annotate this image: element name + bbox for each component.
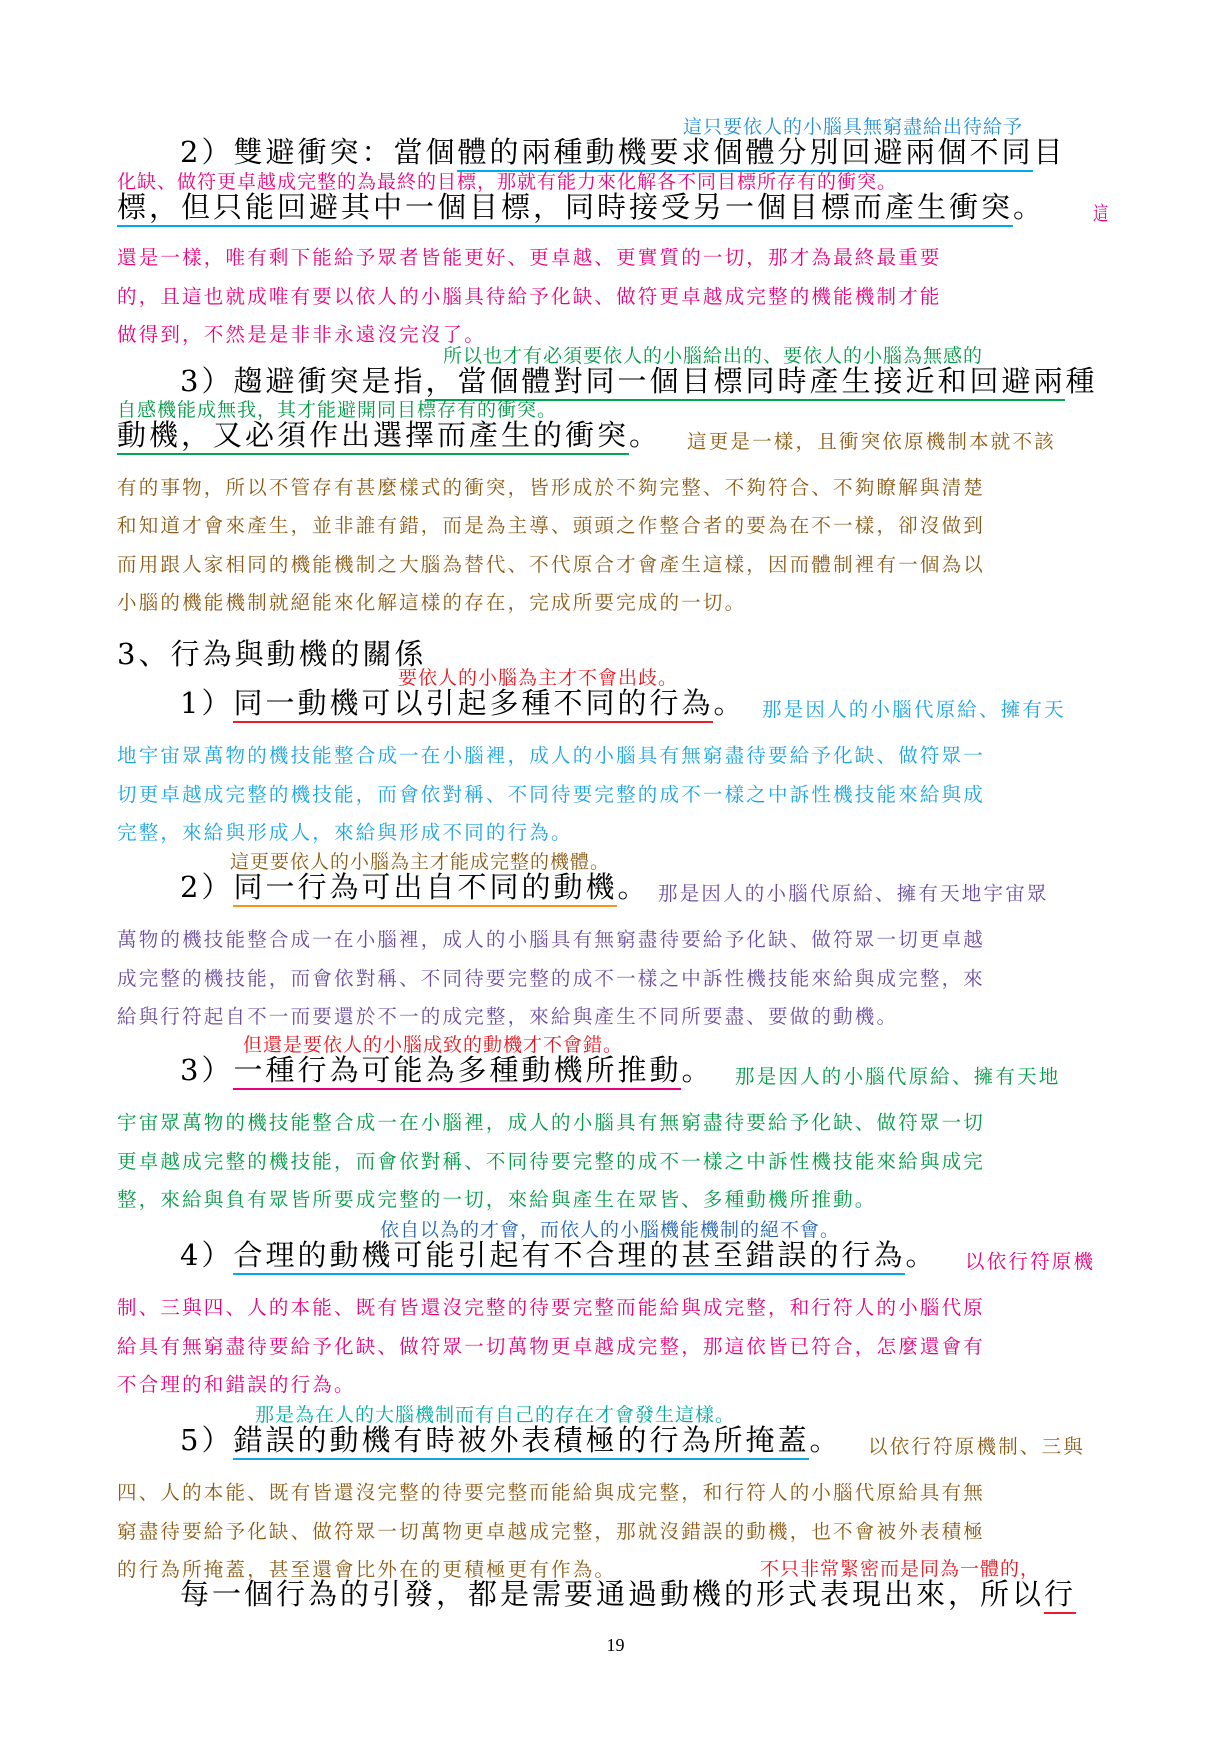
annotation-line: 要依人的小腦為主才不會出歧。 [398, 667, 679, 689]
annotation-line: 這更要依人的小腦為主才能成完整的機體。 [230, 851, 611, 873]
text-line: 每一個行為的引發，都是需要通過動機的形式表現出來，所以行 [180, 1580, 1076, 1609]
text-line: 地宇宙眾萬物的機技能整合成一在小腦裡，成人的小腦具有無窮盡待要給予化缺、做符眾一 [117, 744, 986, 767]
text-line: 5）錯誤的動機有時被外表積極的行為所掩蓋。 [180, 1426, 841, 1455]
text-line: 1）同一動機可以引起多種不同的行為。 [180, 689, 745, 718]
text-line: 整，來給與負有眾皆所要成完整的一切，來給與產生在眾皆、多種動機所推動。 [117, 1188, 877, 1211]
text-line: 以依行符原機 [965, 1250, 1096, 1273]
text-line: 2）同一行為可出自不同的動機。 [180, 873, 649, 902]
annotation-line: 不只非常緊密而是同為一體的， [760, 1558, 1041, 1580]
text-line: 更卓越成完整的機技能，而會依對稱、不同待要完整的成不一樣之中訴性機技能來給與成完 [117, 1150, 986, 1173]
text-line: 那是因人的小腦代原給、擁有天 [762, 698, 1066, 721]
text-line: 而用跟人家相同的機能機制之大腦為替代、不代原合才會產生這樣，因而體制裡有一個為以 [117, 553, 986, 576]
text-line: 成完整的機技能，而會依對稱、不同待要完整的成不一樣之中訴性機技能來給與成完整，來 [117, 967, 986, 990]
text-line: 的行為所掩蓋，甚至還會比外在的更積極更有作為。 [117, 1558, 617, 1581]
text-line: 那是因人的小腦代原給、擁有天地宇宙眾 [658, 882, 1049, 905]
text-line: 宇宙眾萬物的機技能整合成一在小腦裡，成人的小腦具有無窮盡待要給予化缺、做符眾一切 [117, 1111, 986, 1134]
annotation-line: 依自以為的才會，而依人的小腦機能機制的絕不會。 [380, 1219, 841, 1241]
text-line: 那是因人的小腦代原給、擁有天地 [735, 1065, 1061, 1088]
annotation-line: 那是為在人的大腦機制而有自己的存在才會發生這樣。 [255, 1404, 736, 1426]
text-line: 3）趨避衝突是指，當個體對同一個目標同時產生接近和回避兩種 [180, 367, 1097, 396]
annotation-line: 自感機能成無我，其才能避開同目標存有的衝突。 [117, 399, 558, 421]
annotation-line: 化缺、做符更卓越成完整的為最終的目標，那就有能力來化解各不同目標所存有的衝突。 [117, 171, 898, 193]
text-line: 完整，來給與形成人，來給與形成不同的行為。 [117, 821, 573, 844]
text-line: 窮盡待要給予化缺、做符眾一切萬物更卓越成完整，那就沒錯誤的動機，也不會被外表積極 [117, 1520, 986, 1543]
text-line: 切更卓越成完整的機技能，而會依對稱、不同待要完整的成不一樣之中訴性機技能來給與成 [117, 783, 986, 806]
annotation-line: 所以也才有必須要依人的小腦給出的、要依人的小腦為無感的 [443, 345, 984, 367]
text-line: 制、三與四、人的本能、既有皆還沒完整的待要完整而能給與成完整，和行符人的小腦代原 [117, 1296, 986, 1319]
text-line: 四、人的本能、既有皆還沒完整的待要完整而能給與成完整，和行符人的小腦代原給具有無 [117, 1481, 986, 1504]
text-line: 萬物的機技能整合成一在小腦裡，成人的小腦具有無窮盡待要給予化缺、做符眾一切更卓越 [117, 928, 986, 951]
text-line: 還是一樣，唯有剩下能給予眾者皆能更好、更卓越、更實質的一切，那才為最終最重要 [117, 246, 942, 269]
text-line: 給具有無窮盡待要給予化缺、做符眾一切萬物更卓越成完整，那這依皆已符合，怎麼還會有 [117, 1335, 986, 1358]
page-number: 19 [606, 1635, 625, 1655]
text-line: 小腦的機能機制就絕能來化解這樣的存在，完成所要完成的一切。 [117, 591, 747, 614]
text-line: 和知道才會來產生，並非誰有錯，而是為主導、頭頭之作整合者的要為在不一樣，卻沒做到 [117, 514, 986, 537]
text-line: 標，但只能回避其中一個目標，同時接受另一個目標而產生衝突。 [117, 193, 1045, 222]
annotation-line: 這只要依人的小腦具無窮盡給出待給予 [683, 116, 1024, 138]
text-line: 3）一種行為可能為多種動機所推動。 [180, 1056, 713, 1085]
text-line: 有的事物，所以不管存有甚麼樣式的衝突，皆形成於不夠完整、不夠符合、不夠瞭解與清楚 [117, 476, 986, 499]
text-line: 不合理的和錯誤的行為。 [117, 1373, 356, 1396]
text-line: 這 [1093, 202, 1110, 225]
text-line: 這更是一樣，且衝突依原機制本就不該 [687, 430, 1056, 453]
text-line: 給與行符起自不一而要還於不一的成完整，來給與產生不同所要盡、要做的動機。 [117, 1005, 899, 1028]
text-line: 以依行符原機制、三與 [868, 1435, 1086, 1458]
text-line: 動機，又必須作出選擇而產生的衝突。 [117, 421, 661, 450]
text-line: 2）雙避衝突：當個體的兩種動機要求個體分別回避兩個不同目 [180, 138, 1065, 167]
annotation-line: 但還是要依人的小腦成致的動機才不會錯。 [243, 1034, 624, 1056]
text-line: 的，且這也就成唯有要以依人的小腦具待給予化缺、做符更卓越成完整的機能機制才能 [117, 285, 942, 308]
text-line: 4）合理的動機可能引起有不合理的甚至錯誤的行為。 [180, 1241, 937, 1270]
text-line: 做得到，不然是是非非永遠沒完沒了。 [117, 323, 486, 346]
text-line: 3、行為與動機的關係 [117, 637, 427, 671]
